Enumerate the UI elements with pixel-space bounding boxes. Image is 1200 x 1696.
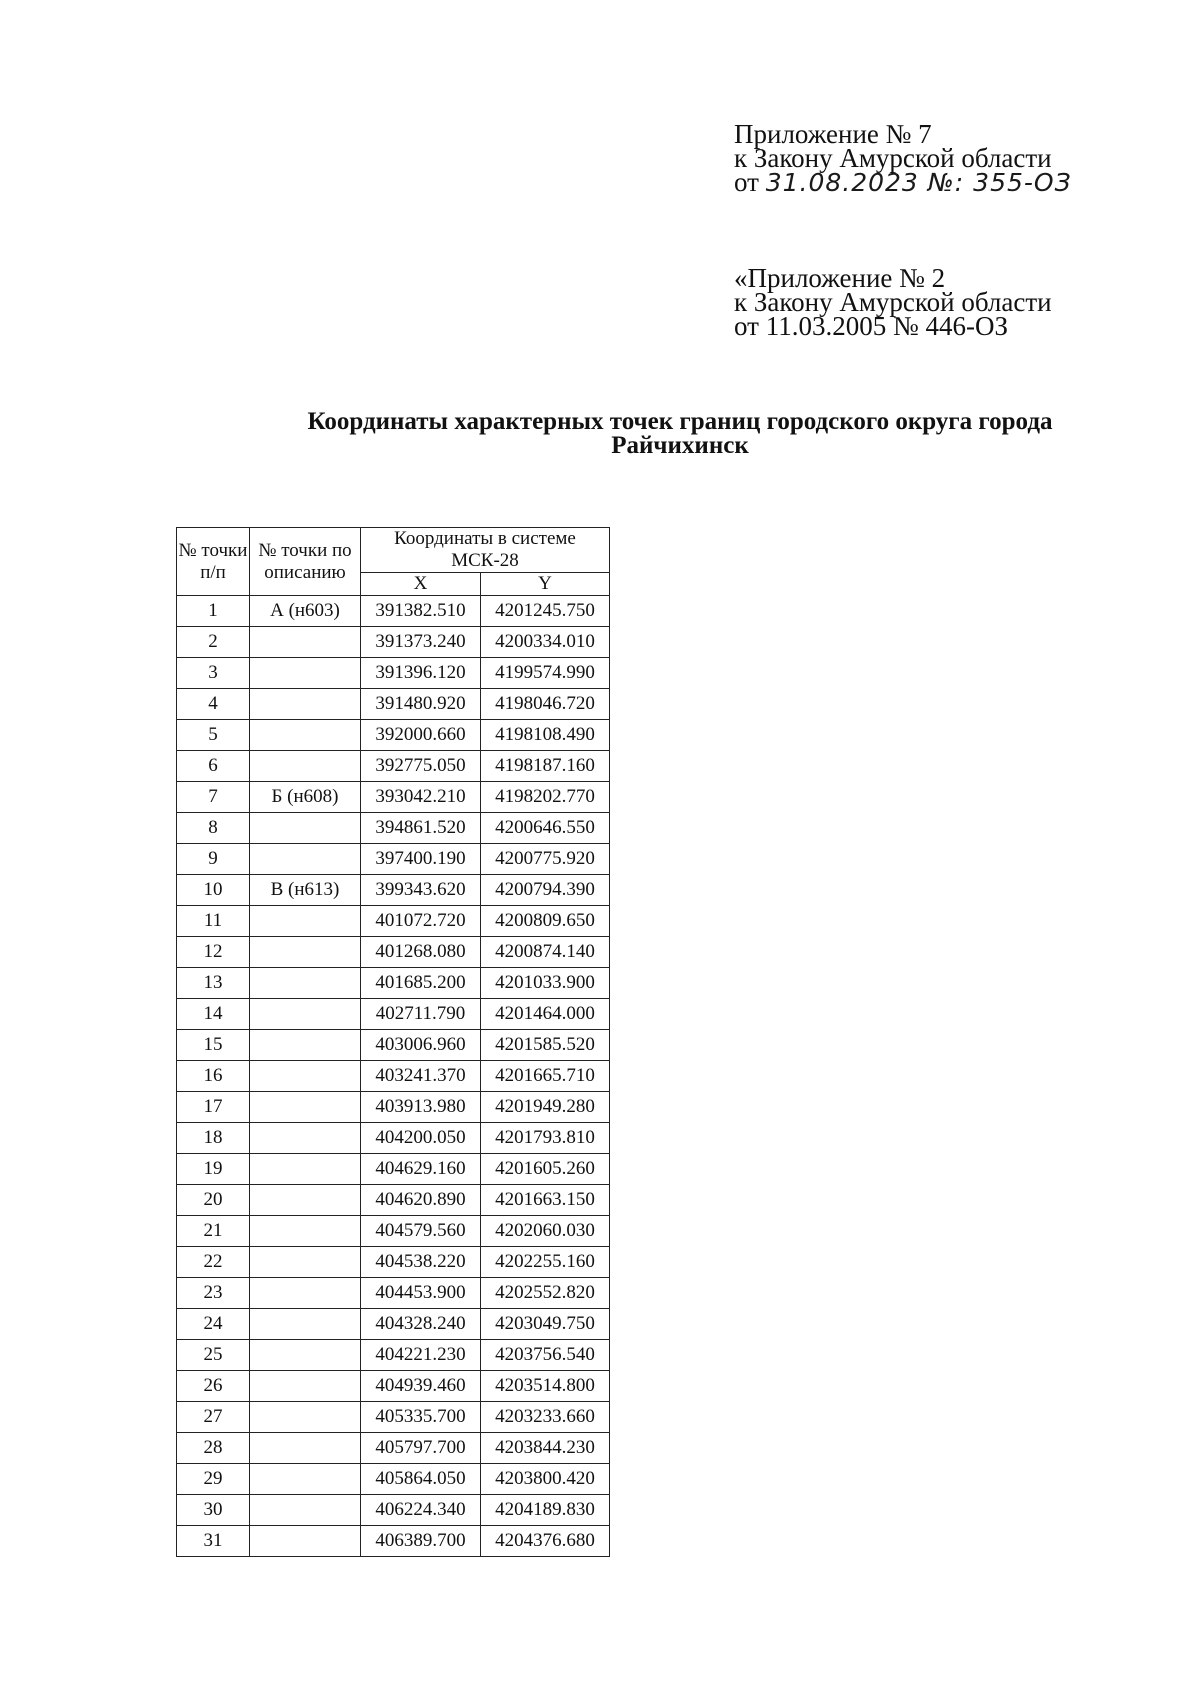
table-row (177, 1216, 610, 1247)
point-number-cell: 28 (177, 1433, 250, 1464)
coordinates-table (176, 527, 610, 1557)
point-number-cell: 31 (177, 1526, 250, 1557)
y-coordinate-cell: 4202255.160 (481, 1247, 610, 1278)
table-row (177, 1247, 610, 1278)
x-coordinate-cell: 391480.920 (361, 689, 481, 720)
table-row (177, 1309, 610, 1340)
point-number-cell: 25 (177, 1340, 250, 1371)
point-description-cell (250, 720, 361, 751)
table-row (177, 689, 610, 720)
annex-7-line2: к Закону Амурской области (734, 143, 1052, 173)
x-coordinate-cell: 399343.620 (361, 875, 481, 906)
point-number-cell: 8 (177, 813, 250, 844)
y-coordinate-cell: 4200874.140 (481, 937, 610, 968)
table-row (177, 1495, 610, 1526)
point-description-cell (250, 1309, 361, 1340)
x-coordinate-cell: 391373.240 (361, 627, 481, 658)
point-number-cell: 7 (177, 782, 250, 813)
x-coordinate-cell: 406389.700 (361, 1526, 481, 1557)
annex-2-line1: «Приложение № 2 (734, 263, 946, 293)
x-coordinate-cell: 391382.510 (361, 596, 481, 627)
point-number-cell: 10 (177, 875, 250, 906)
y-coordinate-cell: 4199574.990 (481, 658, 610, 689)
point-description-cell (250, 906, 361, 937)
annex-2-line3: от 11.03.2005 № 446-ОЗ (734, 311, 1008, 341)
table-row (177, 1402, 610, 1433)
table-row (177, 968, 610, 999)
point-description-cell (250, 1247, 361, 1278)
title-line2: Райчихинск (611, 432, 749, 459)
y-coordinate-cell: 4203800.420 (481, 1464, 610, 1495)
y-coordinate-cell: 4201663.150 (481, 1185, 610, 1216)
y-coordinate-cell: 4200794.390 (481, 875, 610, 906)
y-coordinate-cell: 4202552.820 (481, 1278, 610, 1309)
x-coordinate-cell: 404620.890 (361, 1185, 481, 1216)
point-description-cell: А (н603) (250, 596, 361, 627)
x-coordinate-cell: 405864.050 (361, 1464, 481, 1495)
point-number-cell: 17 (177, 1092, 250, 1123)
y-coordinate-cell: 4198108.490 (481, 720, 610, 751)
table-row (177, 1340, 610, 1371)
point-description-cell (250, 1340, 361, 1371)
point-description-cell (250, 627, 361, 658)
x-coordinate-cell: 394861.520 (361, 813, 481, 844)
table-row (177, 937, 610, 968)
annex-2-line2: к Закону Амурской области (734, 287, 1052, 317)
point-description-cell (250, 689, 361, 720)
point-description-cell (250, 658, 361, 689)
point-description-cell (250, 1061, 361, 1092)
coordinates-table-body (177, 596, 610, 1557)
y-coordinate-cell: 4201464.000 (481, 999, 610, 1030)
table-row (177, 782, 610, 813)
y-coordinate-cell: 4198187.160 (481, 751, 610, 782)
table-row (177, 1278, 610, 1309)
y-coordinate-cell: 4203844.230 (481, 1433, 610, 1464)
x-coordinate-cell: 403006.960 (361, 1030, 481, 1061)
y-coordinate-cell: 4201793.810 (481, 1123, 610, 1154)
x-coordinate-cell: 404221.230 (361, 1340, 481, 1371)
y-coordinate-cell: 4201585.520 (481, 1030, 610, 1061)
x-coordinate-cell: 402711.790 (361, 999, 481, 1030)
table-row (177, 1371, 610, 1402)
y-coordinate-cell: 4202060.030 (481, 1216, 610, 1247)
table-row (177, 596, 610, 627)
y-coordinate-cell: 4201245.750 (481, 596, 610, 627)
point-number-cell: 23 (177, 1278, 250, 1309)
point-number-cell: 13 (177, 968, 250, 999)
x-coordinate-cell: 404453.900 (361, 1278, 481, 1309)
handwritten-date-number: 31.08.2023 №: 355-ОЗ (765, 168, 1072, 197)
x-coordinate-cell: 401685.200 (361, 968, 481, 999)
point-number-cell: 5 (177, 720, 250, 751)
point-number-cell: 19 (177, 1154, 250, 1185)
x-coordinate-cell: 404939.460 (361, 1371, 481, 1402)
point-number-cell: 27 (177, 1402, 250, 1433)
point-number-cell: 3 (177, 658, 250, 689)
x-coordinate-cell: 391396.120 (361, 658, 481, 689)
y-coordinate-cell: 4204376.680 (481, 1526, 610, 1557)
point-description-cell (250, 844, 361, 875)
point-description-cell (250, 968, 361, 999)
header-y: Y (481, 573, 610, 596)
point-number-cell: 6 (177, 751, 250, 782)
point-number-cell: 12 (177, 937, 250, 968)
point-description-cell (250, 937, 361, 968)
point-description-cell (250, 1371, 361, 1402)
table-row (177, 627, 610, 658)
point-number-cell: 1 (177, 596, 250, 627)
x-coordinate-cell: 401268.080 (361, 937, 481, 968)
point-number-cell: 21 (177, 1216, 250, 1247)
point-number-cell: 26 (177, 1371, 250, 1402)
table-row (177, 1464, 610, 1495)
header-point-description: № точки по описанию (250, 528, 361, 596)
point-number-cell: 15 (177, 1030, 250, 1061)
point-description-cell (250, 1402, 361, 1433)
point-description-cell (250, 1495, 361, 1526)
y-coordinate-cell: 4198202.770 (481, 782, 610, 813)
table-row (177, 751, 610, 782)
point-description-cell: В (н613) (250, 875, 361, 906)
title-line1: Координаты характерных точек границ городского округа города (307, 408, 1053, 435)
y-coordinate-cell: 4201665.710 (481, 1061, 610, 1092)
table-row (177, 1092, 610, 1123)
point-description-cell (250, 1216, 361, 1247)
point-number-cell: 14 (177, 999, 250, 1030)
point-description-cell (250, 1092, 361, 1123)
x-coordinate-cell: 397400.190 (361, 844, 481, 875)
x-coordinate-cell: 406224.340 (361, 1495, 481, 1526)
point-description-cell (250, 813, 361, 844)
y-coordinate-cell: 4203049.750 (481, 1309, 610, 1340)
x-coordinate-cell: 403241.370 (361, 1061, 481, 1092)
point-number-cell: 11 (177, 906, 250, 937)
y-coordinate-cell: 4203233.660 (481, 1402, 610, 1433)
table-row (177, 813, 610, 844)
table-row (177, 999, 610, 1030)
point-number-cell: 24 (177, 1309, 250, 1340)
point-number-cell: 29 (177, 1464, 250, 1495)
annex-7-header (734, 119, 1072, 197)
y-coordinate-cell: 4201033.900 (481, 968, 610, 999)
table-row (177, 1154, 610, 1185)
x-coordinate-cell: 392000.660 (361, 720, 481, 751)
y-coordinate-cell: 4200809.650 (481, 906, 610, 937)
y-coordinate-cell: 4203514.800 (481, 1371, 610, 1402)
table-row (177, 1185, 610, 1216)
point-number-cell: 30 (177, 1495, 250, 1526)
point-number-cell: 22 (177, 1247, 250, 1278)
table-row (177, 658, 610, 689)
point-description-cell (250, 1154, 361, 1185)
table-row (177, 720, 610, 751)
table-row (177, 1030, 610, 1061)
point-description-cell (250, 1030, 361, 1061)
x-coordinate-cell: 404538.220 (361, 1247, 481, 1278)
header-coordinate-system: Координаты в системе МСК-28 (361, 528, 610, 573)
header-x: X (361, 573, 481, 596)
y-coordinate-cell: 4203756.540 (481, 1340, 610, 1371)
table-row (177, 1123, 610, 1154)
x-coordinate-cell: 393042.210 (361, 782, 481, 813)
y-coordinate-cell: 4198046.720 (481, 689, 610, 720)
point-description-cell (250, 1185, 361, 1216)
point-number-cell: 20 (177, 1185, 250, 1216)
point-description-cell (250, 1278, 361, 1309)
point-description-cell (250, 1526, 361, 1557)
x-coordinate-cell: 404629.160 (361, 1154, 481, 1185)
y-coordinate-cell: 4204189.830 (481, 1495, 610, 1526)
x-coordinate-cell: 405797.700 (361, 1433, 481, 1464)
y-coordinate-cell: 4201949.280 (481, 1092, 610, 1123)
point-description-cell (250, 1123, 361, 1154)
x-coordinate-cell: 401072.720 (361, 906, 481, 937)
point-number-cell: 2 (177, 627, 250, 658)
point-description-cell (250, 1464, 361, 1495)
annex-7-line1: Приложение № 7 (734, 119, 932, 149)
annex-7-line3 (734, 167, 1072, 197)
table-row (177, 906, 610, 937)
point-number-cell: 4 (177, 689, 250, 720)
table-row (177, 1526, 610, 1557)
point-number-cell: 9 (177, 844, 250, 875)
point-description-cell (250, 999, 361, 1030)
table-row (177, 875, 610, 906)
point-description-cell (250, 751, 361, 782)
y-coordinate-cell: 4200646.550 (481, 813, 610, 844)
x-coordinate-cell: 405335.700 (361, 1402, 481, 1433)
y-coordinate-cell: 4200334.010 (481, 627, 610, 658)
x-coordinate-cell: 404200.050 (361, 1123, 481, 1154)
y-coordinate-cell: 4201605.260 (481, 1154, 610, 1185)
y-coordinate-cell: 4200775.920 (481, 844, 610, 875)
document-title (220, 410, 1140, 458)
x-coordinate-cell: 392775.050 (361, 751, 481, 782)
table-row (177, 1433, 610, 1464)
x-coordinate-cell: 404579.560 (361, 1216, 481, 1247)
annex-7-date-prefix: от (734, 167, 759, 197)
point-description-cell: Б (н608) (250, 782, 361, 813)
point-number-cell: 18 (177, 1123, 250, 1154)
table-row (177, 1061, 610, 1092)
table-row (177, 844, 610, 875)
annex-2-header (734, 263, 1052, 341)
point-description-cell (250, 1433, 361, 1464)
header-point-number: № точки п/п (177, 528, 250, 596)
point-number-cell: 16 (177, 1061, 250, 1092)
x-coordinate-cell: 404328.240 (361, 1309, 481, 1340)
x-coordinate-cell: 403913.980 (361, 1092, 481, 1123)
